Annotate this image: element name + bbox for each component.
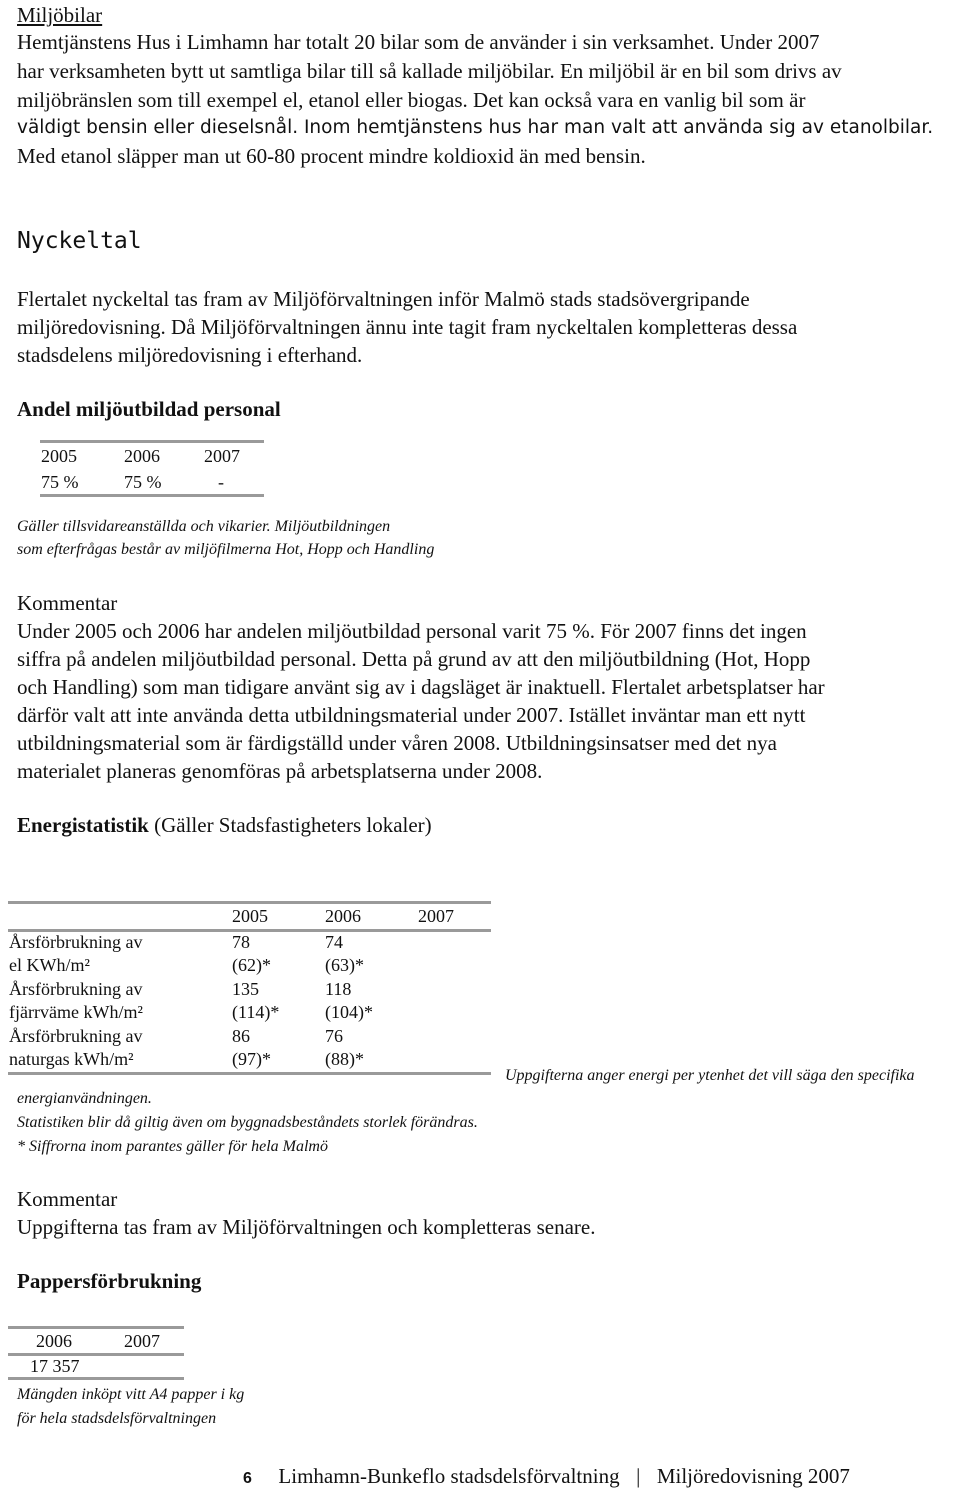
section-heading-nyckeltal: Nyckeltal: [17, 228, 142, 254]
andel-value-2005: 75 %: [41, 472, 79, 492]
footer-doc: Miljöredovisning 2007: [656, 1464, 850, 1488]
energi-year-2007: 2007: [418, 906, 454, 926]
energi-note-3: Statistiken blir då giltig även om byggnadsbeståndets storlek förändras.: [17, 1114, 478, 1131]
papper-year-2007: 2007: [124, 1331, 160, 1351]
section-heading-energi: [17, 813, 432, 838]
energi-row-value: (63)*: [325, 955, 364, 975]
andel-year-2005: 2005: [41, 446, 77, 466]
miljobilar-line-1: Hemtjänstens Hus i Limhamn har totalt 20 bilar som de använder i sin verksamhet. Under 2007: [17, 30, 820, 54]
andel-kommentar-line-4: därför valt att inte använda detta utbildningsmaterial under 2007. Istället inväntar man ett nytt: [17, 703, 806, 727]
andel-kommentar-line-3: och Handling) som man tidigare använt sig av i dagsläget är inaktuell. Flertalet arbetsplatser har: [17, 675, 825, 699]
papper-rule-top: [8, 1326, 184, 1329]
energi-row-label: Årsförbrukning av: [9, 979, 143, 999]
energi-row-value: 76: [325, 1026, 343, 1046]
section-heading-andel: Andel miljöutbildad personal: [17, 397, 281, 421]
andel-note-2: som efterfrågas består av miljöfilmerna Hot, Hopp och Handling: [17, 541, 435, 558]
table-rule-top: [40, 440, 264, 443]
energi-row-value: (97)*: [232, 1049, 271, 1069]
andel-kommentar-line-5: utbildningsmaterial som är färdigställd under våren 2008. Utbildningsinsatser med det nya: [17, 731, 777, 755]
papper-rule-bottom: [8, 1377, 184, 1380]
papper-note-1: Mängden inköpt vitt A4 papper i kg: [17, 1386, 245, 1403]
papper-year-2006: 2006: [36, 1331, 72, 1351]
energi-row-value: (88)*: [325, 1049, 364, 1069]
energi-rule-bottom: [8, 1072, 491, 1075]
energi-row-value: (62)*: [232, 955, 271, 975]
footer-org: Limhamn-Bunkeflo stadsdelsförvaltning: [278, 1464, 620, 1488]
miljobilar-line-2: har verksamheten bytt ut samtliga bilar till så kallade miljöbilar. En miljöbil är en bil som drivs av: [17, 59, 842, 83]
section-title-miljobilar: Miljöbilar: [17, 3, 103, 27]
nyckeltal-line-2: miljöredovisning. Då Miljöförvaltningen ännu inte tagit fram nyckeltalen kompletteras dessa: [17, 315, 798, 339]
page-footer: [243, 1464, 850, 1489]
energi-rule-top: [8, 901, 491, 904]
andel-kommentar-line-6: materialet planeras genomföras på arbetsplatserna under 2008.: [17, 759, 543, 783]
andel-value-2007: -: [218, 472, 224, 492]
energi-row-label: naturgas kWh/m²: [9, 1049, 134, 1069]
energi-row-label: Årsförbrukning av: [9, 1026, 143, 1046]
energi-year-2005: 2005: [232, 906, 268, 926]
papper-note-2: för hela stadsdelsförvaltningen: [17, 1410, 217, 1427]
andel-value-2006: 75 %: [124, 472, 162, 492]
energi-kommentar-text: Uppgifterna tas fram av Miljöförvaltningen och kompletteras senare.: [17, 1215, 596, 1239]
energi-row-label: fjärrväme kWh/m²: [9, 1002, 143, 1022]
energi-row-label: el KWh/m²: [9, 955, 90, 975]
energi-row-value: 118: [325, 979, 352, 999]
miljobilar-line-4: väldigt bensin eller dieselsnål. Inom hemtjänstens hus har man valt att använda sig av etanolbilar.: [17, 117, 934, 138]
energi-row-value: (114)*: [232, 1002, 280, 1022]
energi-kommentar-label: Kommentar: [17, 1187, 118, 1211]
andel-kommentar-line-1: Under 2005 och 2006 har andelen miljöutbildad personal varit 75 %. För 2007 finns det ingen: [17, 619, 807, 643]
energi-note-4: * Siffrorna inom parantes gäller för hela Malmö: [17, 1138, 328, 1155]
energi-row-value: 78: [232, 932, 250, 952]
nyckeltal-line-3: stadsdelens miljöredovisning i efterhand.: [17, 343, 363, 367]
energi-row-value: 86: [232, 1026, 250, 1046]
page-number: 6: [243, 1470, 252, 1487]
energi-row-value: 135: [232, 979, 259, 999]
papper-value-2006: 17 357: [30, 1356, 80, 1376]
section-heading-papper: Pappersförbrukning: [17, 1269, 202, 1293]
andel-year-2007: 2007: [204, 446, 240, 466]
energi-year-2006: 2006: [325, 906, 361, 926]
andel-kommentar-label: Kommentar: [17, 591, 118, 615]
energi-heading-bold: Energistatistik: [17, 813, 149, 837]
nyckeltal-line-1: Flertalet nyckeltal tas fram av Miljöförvaltningen inför Malmö stads stadsövergripande: [17, 287, 750, 311]
miljobilar-line-3: miljöbränslen som till exempel el, etanol eller biogas. Det kan också vara en vanlig bil som är: [17, 88, 806, 112]
energi-row-label: Årsförbrukning av: [9, 932, 143, 952]
table-rule-bottom: [40, 494, 264, 497]
miljobilar-line-5: Med etanol släpper man ut 60-80 procent mindre koldioxid än med bensin.: [17, 144, 646, 168]
energi-heading-rest: (Gäller Stadsfastigheters lokaler): [148, 813, 432, 837]
andel-year-2006: 2006: [124, 446, 160, 466]
energi-row-value: 74: [325, 932, 343, 952]
andel-note-1: Gäller tillsvidareanställda och vikarier. Miljöutbildningen: [17, 518, 391, 535]
energi-row-value: (104)*: [325, 1002, 373, 1022]
energi-note-right: Uppgifterna anger energi per ytenhet det vill säga den specifika: [505, 1067, 915, 1084]
andel-kommentar-line-2: siffra på andelen miljöutbildad personal. Detta på grund av att den miljöutbildning (Hot, Hopp: [17, 647, 811, 671]
energi-note-2: energianvändningen.: [17, 1090, 152, 1107]
footer-separator: |: [636, 1464, 641, 1488]
